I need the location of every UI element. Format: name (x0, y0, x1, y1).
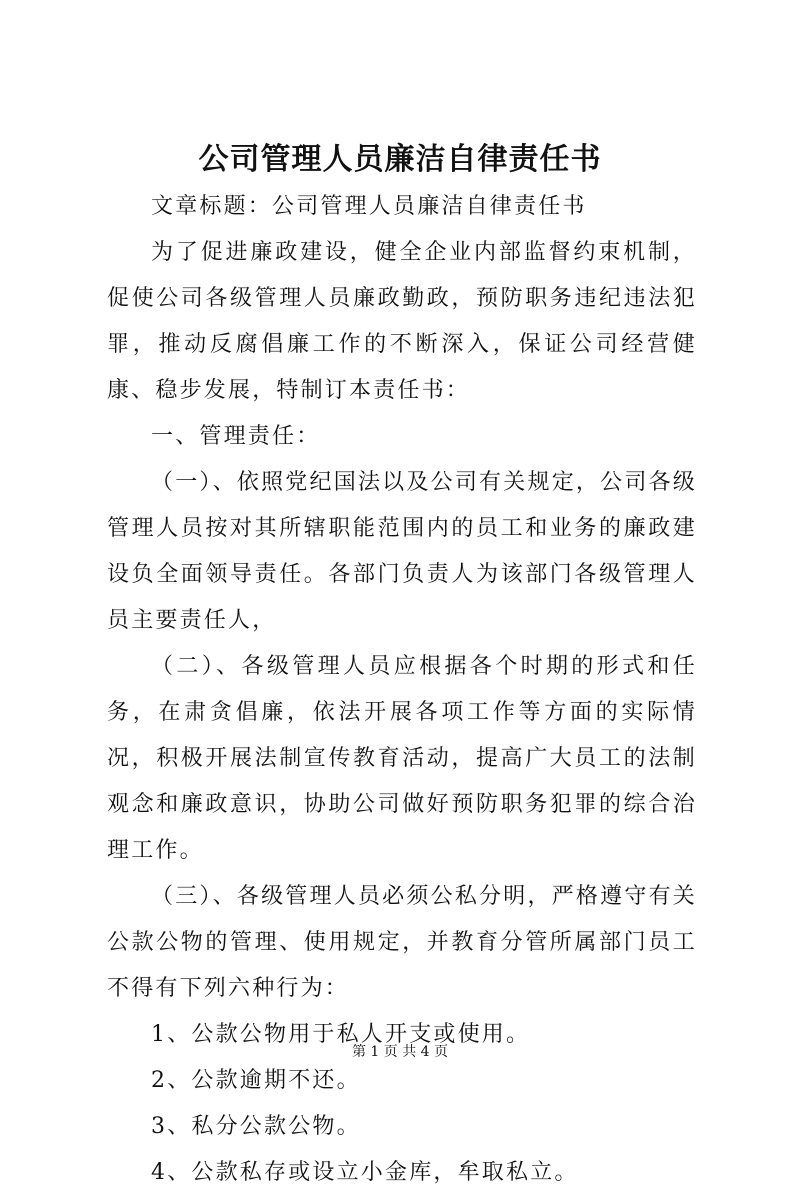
list-item: 2、公款逾期不还。 (151, 1068, 361, 1093)
page-number-footer: 第 1 页 共 4 页 (351, 1044, 449, 1060)
list-item: 1、公款公物用于私人开支或使用。 (151, 1022, 531, 1047)
list-item: 3、私分公款公物。 (151, 1114, 361, 1139)
list-item: 4、公款私存或设立小金库，牟取私立。 (151, 1160, 579, 1185)
intro-paragraph: 为了促进廉政建设，健全企业内部监督约束机制，促使公司各级管理人员廉政勤政，预防职务违纪违法犯罪，推动反腐倡廉工作的不断深入，保证公司经营健康、稳步发展，特制订本责任书： (107, 240, 697, 403)
document-title: 公司管理人员廉洁自律责任书 (198, 142, 602, 177)
clause-3-paragraph: （三）、各级管理人员必须公私分明，严格遵守有关公款公物的管理、使用规定，并教育分管所属部门员工不得有下列六种行为： (107, 884, 697, 1001)
article-title-line: 文章标题：公司管理人员廉洁自律责任书 (151, 194, 587, 219)
clause-1-paragraph: （一）、依照党纪国法以及公司有关规定，公司各级管理人员按对其所辖职能范围内的员工和业务的廉政建设负全面领导责任。各部门负责人为该部门各级管理人员主要责任人， (107, 470, 697, 633)
clause-2-paragraph: （二）、各级管理人员应根据各个时期的形式和任务，在肃贪倡廉，依法开展各项工作等方面的实际情况，积极开展法制宣传教育活动，提高广大员工的法制观念和廉政意识，协助公司做好预防职务犯罪的综合治理工作。 (107, 654, 697, 863)
section-heading: 一、管理责任： (151, 424, 321, 449)
